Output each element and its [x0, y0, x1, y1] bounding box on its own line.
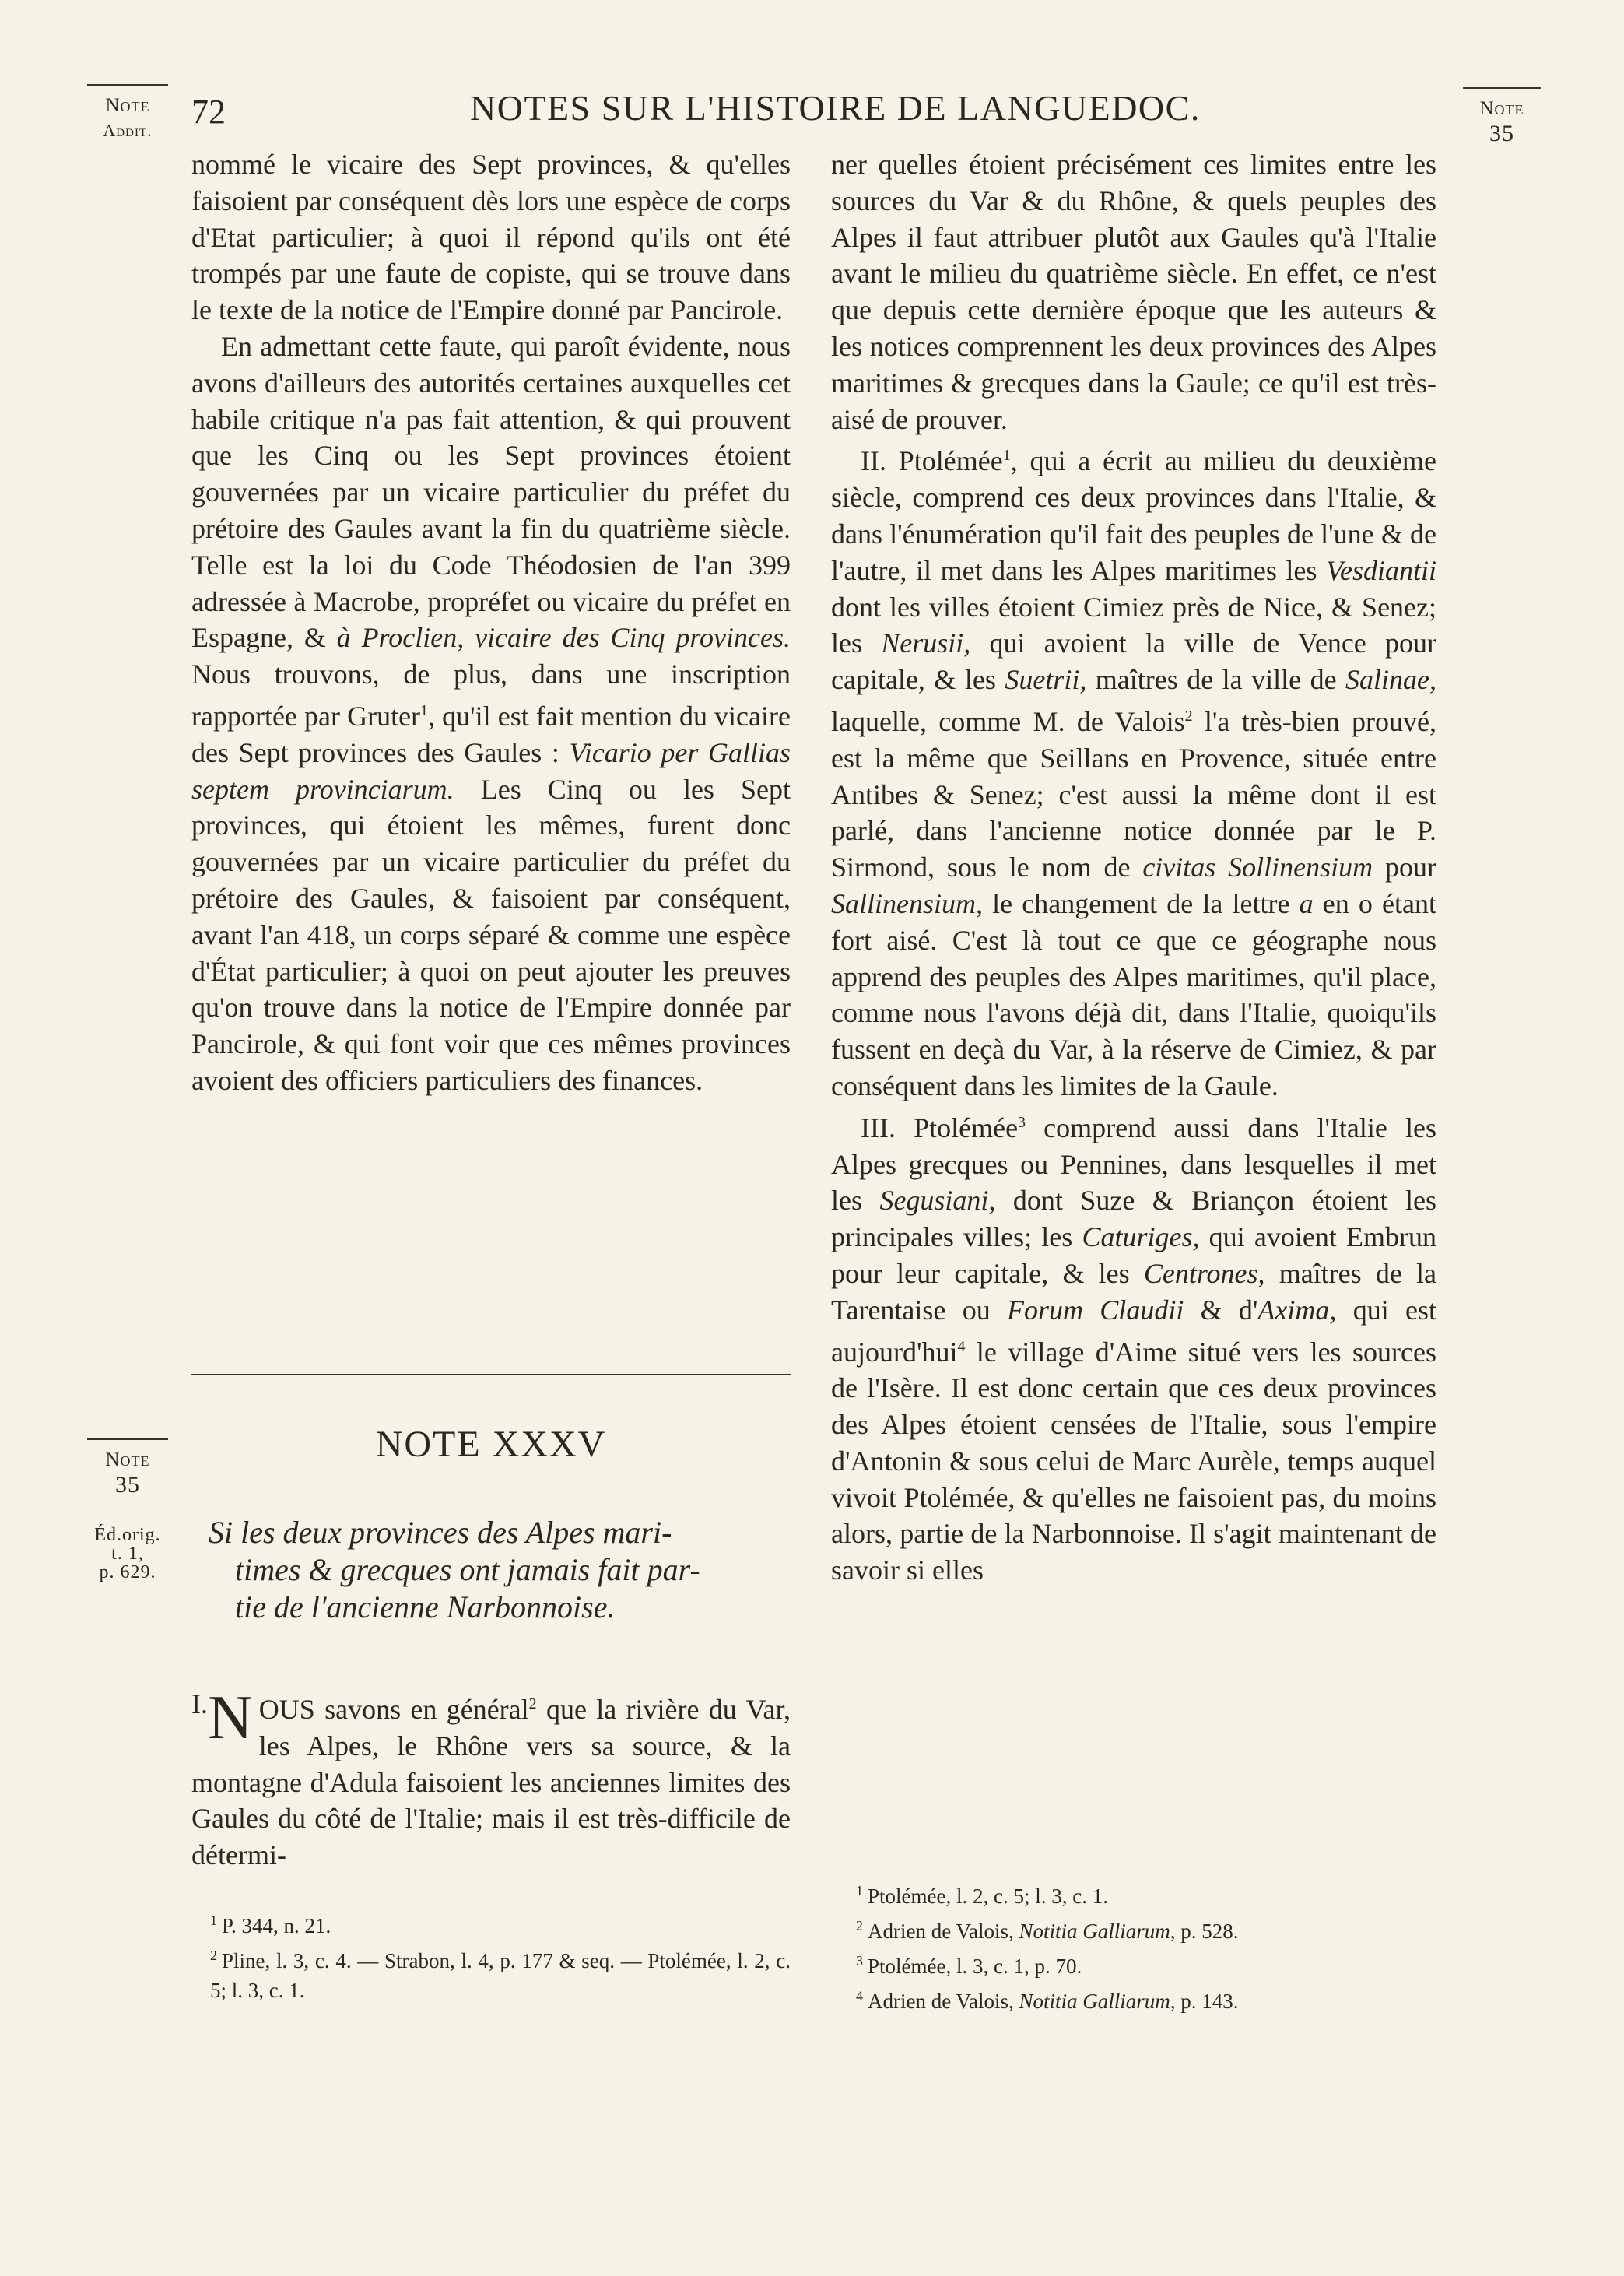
text-run: comprend aussi dans l'Italie les Alpes grecques ou Pennines, dans lesquelles il met les [831, 1112, 1436, 1217]
text-run: En admettant cette faute, qui paroît évidente, nous avons d'ailleurs des autorités certaines auxquelles cet habile critique n'a pas fait attention, & qui prouvent que les Cinq ou les Sept provinces étoient gouvernées par un vicaire particulier du préfet du prétoire des Gaules avant la fin du quatrième siècle. Telle est la loi du Code Théodosien de l'an 399 adressée à Macrobe, propréfet ou vicaire du préfet en Espagne, & [191, 330, 791, 654]
text-run: maîtres de la ville de [1086, 664, 1346, 696]
italic-run: Caturiges, [1082, 1221, 1200, 1253]
margin-note-label: Note [105, 95, 150, 116]
text-run: maîtres de la Tarentaise ou [831, 1257, 1436, 1326]
text-run: qui avoient la ville de Vence pour capitale, & les [831, 627, 1436, 696]
text-run: II. Ptolémée [861, 445, 1003, 477]
italic-run: à Proclien, vicaire des Cinq provinces. [336, 622, 791, 654]
footnote-text: Ptolémée, l. 3, c. 1, p. 70. [868, 1955, 1082, 1978]
italic-run: Sallinensium, [831, 887, 983, 919]
note-title: NOTE XXXV [375, 1424, 607, 1465]
text-run: Les Cinq ou les Sept provinces, qui étoient les mêmes, furent donc gouvernées par un vicaire particulier du préfet du prétoire des Gaules, & faisoient par conséquent, avant l'an 418, un corps séparé & comme une espèce d'État particulier; à quoi on peut ajouter les preuves qu'on trouve dans la notice de l'Empire donnée par Pancirole, & qui font voir que ces mêmes provinces avoient des officiers particuliers des finances. [191, 773, 791, 1096]
edorig-line1: Éd.orig. [94, 1525, 161, 1545]
footnote [856, 1946, 1440, 1981]
text-run: dont Suze & Briançon étoient les principales villes; les [831, 1185, 1436, 1253]
footnote-text: Pline, l. 3, c. 4. — Strabon, l. 4, p. 177 & seq. — Ptolémée, l. 2, c. 5; l. 3, c. 1. [210, 1949, 791, 2002]
paragraph: ner quelles étoient précisément ces limites entre les sources du Var & du Rhône, & quels peuples des Alpes il faut attribuer plutôt aux Gaules qu'à l'Italie avant le milieu du quatrième siècle. En effet, ce n'est que depuis cette dernière époque que les auteurs & les notices comprennent les deux provinces des Alpes maritimes & grecques dans la Gaule; ce qu'il est très-aisé de prouver. [831, 149, 1436, 435]
text-run: , qu'il est fait mention du vicaire des Sept provinces des Gaules : [191, 700, 791, 768]
footnotes-left [210, 1905, 791, 2005]
margin-note-number: 35 [115, 1472, 140, 1498]
margin-note-top-left [87, 84, 168, 143]
margin-note-label: Note [1479, 98, 1524, 119]
footnote [856, 1876, 1440, 1911]
footnote-ref: 4 [957, 1337, 966, 1355]
italic-run: civitas Sollinensium [1142, 852, 1373, 883]
text-run: Nous trouvons, de plus, dans une inscription rapportée par Gruter [191, 659, 791, 732]
edorig-line3: p. 629. [99, 1562, 156, 1582]
italic-run: Axima, [1257, 1294, 1337, 1326]
footnote [210, 1905, 791, 1941]
italic-run: Forum Claudii [1007, 1294, 1184, 1326]
text-run: qui est aujourd'hui [831, 1294, 1436, 1368]
text-run: OUS savons en général [258, 1694, 529, 1725]
edorig-line2: t. 1, [111, 1544, 144, 1564]
text-run: & d' [1184, 1294, 1258, 1326]
text-run: en o étant fort aisé. C'est là tout ce que ce géographe nous apprend des peuples des Alpes maritimes, qu'il place, comme nous l'avons déjà dit, dans l'Italie, quoiqu'ils fussent en deçà du Var, à la réserve de Cimiez, & par conséquent dans les limites de la Gaule. [831, 887, 1436, 1101]
footnote-text: Ptolémée, l. 2, c. 5; l. 3, c. 1. [868, 1884, 1108, 1908]
section-numeral: I. [191, 1688, 208, 1719]
footnote-ref: 2 [1184, 707, 1193, 725]
footnote-text: Adrien de Valois, [868, 1990, 1019, 2013]
text-run: , qui a écrit au milieu du deuxième siècle, comprend ces deux provinces dans l'Italie, & dans l'énumération qu'il fait des peuples de l'une & de l'autre, il met dans les Alpes maritimes les [831, 445, 1436, 586]
footnotes-right [856, 1876, 1440, 2016]
italic-run: Suetrii, [1005, 664, 1087, 696]
paragraph-section-2 [831, 437, 1436, 1104]
text-run: le changement de la lettre [983, 887, 1300, 919]
footnote [856, 1911, 1440, 1946]
footnote-text: P. 344, n. 21. [222, 1914, 331, 1937]
margin-note-label: Note [105, 1449, 150, 1470]
footnote-ref: 1 [420, 701, 429, 719]
paragraph-section-3 [831, 1105, 1436, 1589]
footnote-mark: 3 [856, 1953, 863, 1969]
footnote-ref: 2 [528, 1695, 537, 1712]
footnote-ref: 1 [1002, 447, 1011, 465]
text-run: l'a très-bien prouvé, est la même que Seillans en Provence, située entre Antibes & Senez; c'est aussi la même dont il est parlé, dans l'ancienne notice donnée par le P. Sirmond, sous le nom de [831, 705, 1436, 883]
paragraph: nommé le vicaire des Sept provinces, & qu'elles faisoient par conséquent dès lors une espèce de corps d'Etat particulier; à quoi il répond qu'ils ont été trompés par une faute de copiste, qui se trouve dans le texte de la notice de l'Empire donné par Pancirole. [191, 149, 791, 326]
drop-cap: N [208, 1684, 253, 1752]
italic-run: a [1299, 887, 1314, 919]
footnote-mark: 2 [856, 1918, 863, 1934]
footnote-mark: 1 [856, 1883, 863, 1898]
margin-original-edition [84, 1526, 171, 1582]
section-1-paragraph [191, 1686, 791, 1874]
margin-rule [1463, 87, 1541, 89]
right-column [831, 146, 1436, 1589]
footnote-ref: 3 [1018, 1113, 1026, 1131]
footnote-italic: Notitia Galliarum, [1019, 1990, 1176, 2013]
page-number: 72 [191, 93, 226, 131]
margin-rule [87, 1438, 168, 1440]
text-run: que la rivière du Var, les Alpes, le Rhône vers sa source, & la montagne d'Adula faisoient les anciennes limites des Gaules du côté de l'Italie; mais il est très-difficile de détermi- [191, 1694, 791, 1871]
left-column [191, 146, 791, 1099]
running-title: NOTES SUR L'HISTOIRE DE LANGUEDOC. [470, 88, 1201, 128]
paragraph [191, 328, 791, 1099]
italic-run: Vicario per Gallias septem provinciarum. [191, 736, 791, 805]
subtitle-line: tie de l'ancienne Narbonnoise. [235, 1589, 616, 1624]
text-run: pour [1373, 852, 1437, 883]
margin-note-top-right [1463, 87, 1541, 146]
footnote-mark: 1 [210, 1912, 217, 1928]
section-separator [191, 1374, 791, 1375]
footnote-text: Adrien de Valois, [868, 1919, 1019, 1943]
footnote-text: p. 143. [1175, 1990, 1239, 2013]
italic-run: Centrones, [1143, 1257, 1265, 1289]
italic-run: Nerusii, [881, 627, 971, 659]
margin-note-addit: Addit. [103, 121, 153, 140]
text-run: qui avoient Embrun pour leur capitale, & les [831, 1221, 1436, 1289]
text-run: dont les villes étoient Cimiez près de Nice, & Senez; les [831, 591, 1436, 659]
text-run: le village d'Aime situé vers les sources de l'Isère. Il est donc certain que ces deux provinces des Alpes étoient censées de l'Italie, sous l'empire d'Antonin & sous celui de Marc Aurèle, temps auquel vivoit Ptolémée, & qu'elles ne faisoient pas, du moins alors, partie de la Narbonnoise. Il s'agit maintenant de savoir si elles [831, 1336, 1436, 1586]
text-run: laquelle, comme M. de Valois [831, 705, 1185, 737]
subtitle-line: times & grecques ont jamais fait par- [235, 1552, 700, 1587]
margin-note-35 [87, 1438, 168, 1498]
margin-note-number: 35 [1489, 121, 1514, 146]
footnote-mark: 4 [856, 1988, 863, 2004]
footnote [210, 1941, 791, 2005]
margin-rule [87, 84, 168, 86]
italic-run: Segusiani, [879, 1185, 996, 1217]
note-subtitle [209, 1514, 784, 1626]
footnote-text: p. 528. [1175, 1919, 1239, 1943]
subtitle-line: Si les deux provinces des Alpes mari- [209, 1515, 672, 1550]
footnote-italic: Notitia Galliarum, [1019, 1919, 1176, 1943]
text-run: III. Ptolémée [861, 1112, 1019, 1143]
footnote-mark: 2 [210, 1948, 217, 1963]
italic-run: Vesdiantii [1326, 554, 1436, 586]
footnote [856, 1981, 1440, 2016]
italic-run: Salinae, [1345, 664, 1436, 696]
